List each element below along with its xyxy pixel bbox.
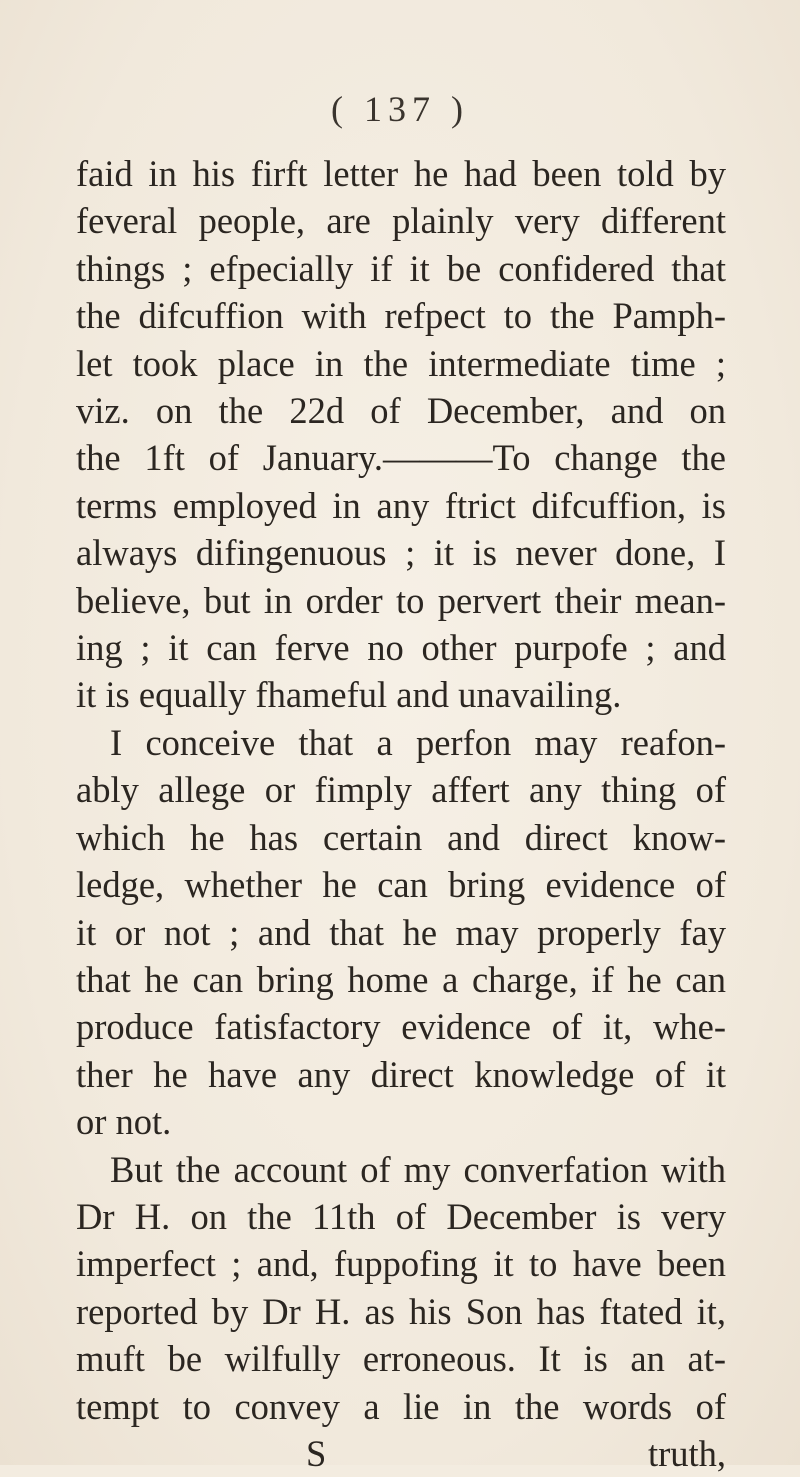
text-line: let took place in the intermediate time ; [76, 342, 726, 384]
text-line: that he can bring home a charge, if he can [76, 958, 726, 1000]
text-line: feveral people, are plainly very different [76, 200, 726, 242]
text-line: things ; efpecially if it be confidered that [76, 247, 726, 289]
text-line: I conceive that a perfon may reafon- [110, 721, 726, 763]
text-line: ing ; it can ferve no other purpofe ; and [76, 627, 726, 669]
text-line: the difcuffion with refpect to the Pamph- [76, 295, 726, 337]
text-line: it or not ; and that he may properly fay [76, 911, 726, 953]
text-line: it is equally fhameful and unavailing. [76, 674, 622, 716]
text-line: reported by Dr H. as his Son has ftated it, [76, 1290, 726, 1332]
footer-line [76, 1430, 726, 1477]
text-line: viz. on the 22d of December, and on [76, 390, 726, 432]
body-text [76, 150, 726, 1477]
text-line: produce fatisfactory evidence of it, whe- [76, 1006, 726, 1048]
text-line: the 1ft of January.———To change the [76, 437, 726, 479]
text-line: tempt to convey a lie in the words of [76, 1385, 726, 1427]
text-line: ther he have any direct knowledge of it [76, 1053, 726, 1095]
page-number: ( 137 ) [331, 89, 469, 129]
text-line: always difingenuous ; it is never done, I [76, 532, 726, 574]
text-line: faid in his firft letter he had been told by [76, 153, 726, 194]
text-line: believe, but in order to pervert their mean- [76, 579, 726, 621]
text-line: Dr H. on the 11th of December is very [76, 1195, 726, 1237]
text-line: which he has certain and direct know- [76, 816, 726, 858]
text-line: ledge, whether he can bring evidence of [76, 864, 726, 906]
text-line: or not. [76, 1101, 172, 1143]
signature-mark: S [306, 1432, 327, 1474]
text-line: ably allege or fimply affert any thing of [76, 769, 726, 811]
text-line: terms employed in any ftrict difcuffion, is [76, 484, 726, 526]
text-line: imperfect ; and, fuppofing it to have been [76, 1243, 726, 1285]
text-line: muft be wilfully erroneous. It is an at- [76, 1338, 726, 1380]
catchword: truth, [647, 1432, 726, 1474]
text-line: But the account of my converfation with [110, 1148, 726, 1190]
